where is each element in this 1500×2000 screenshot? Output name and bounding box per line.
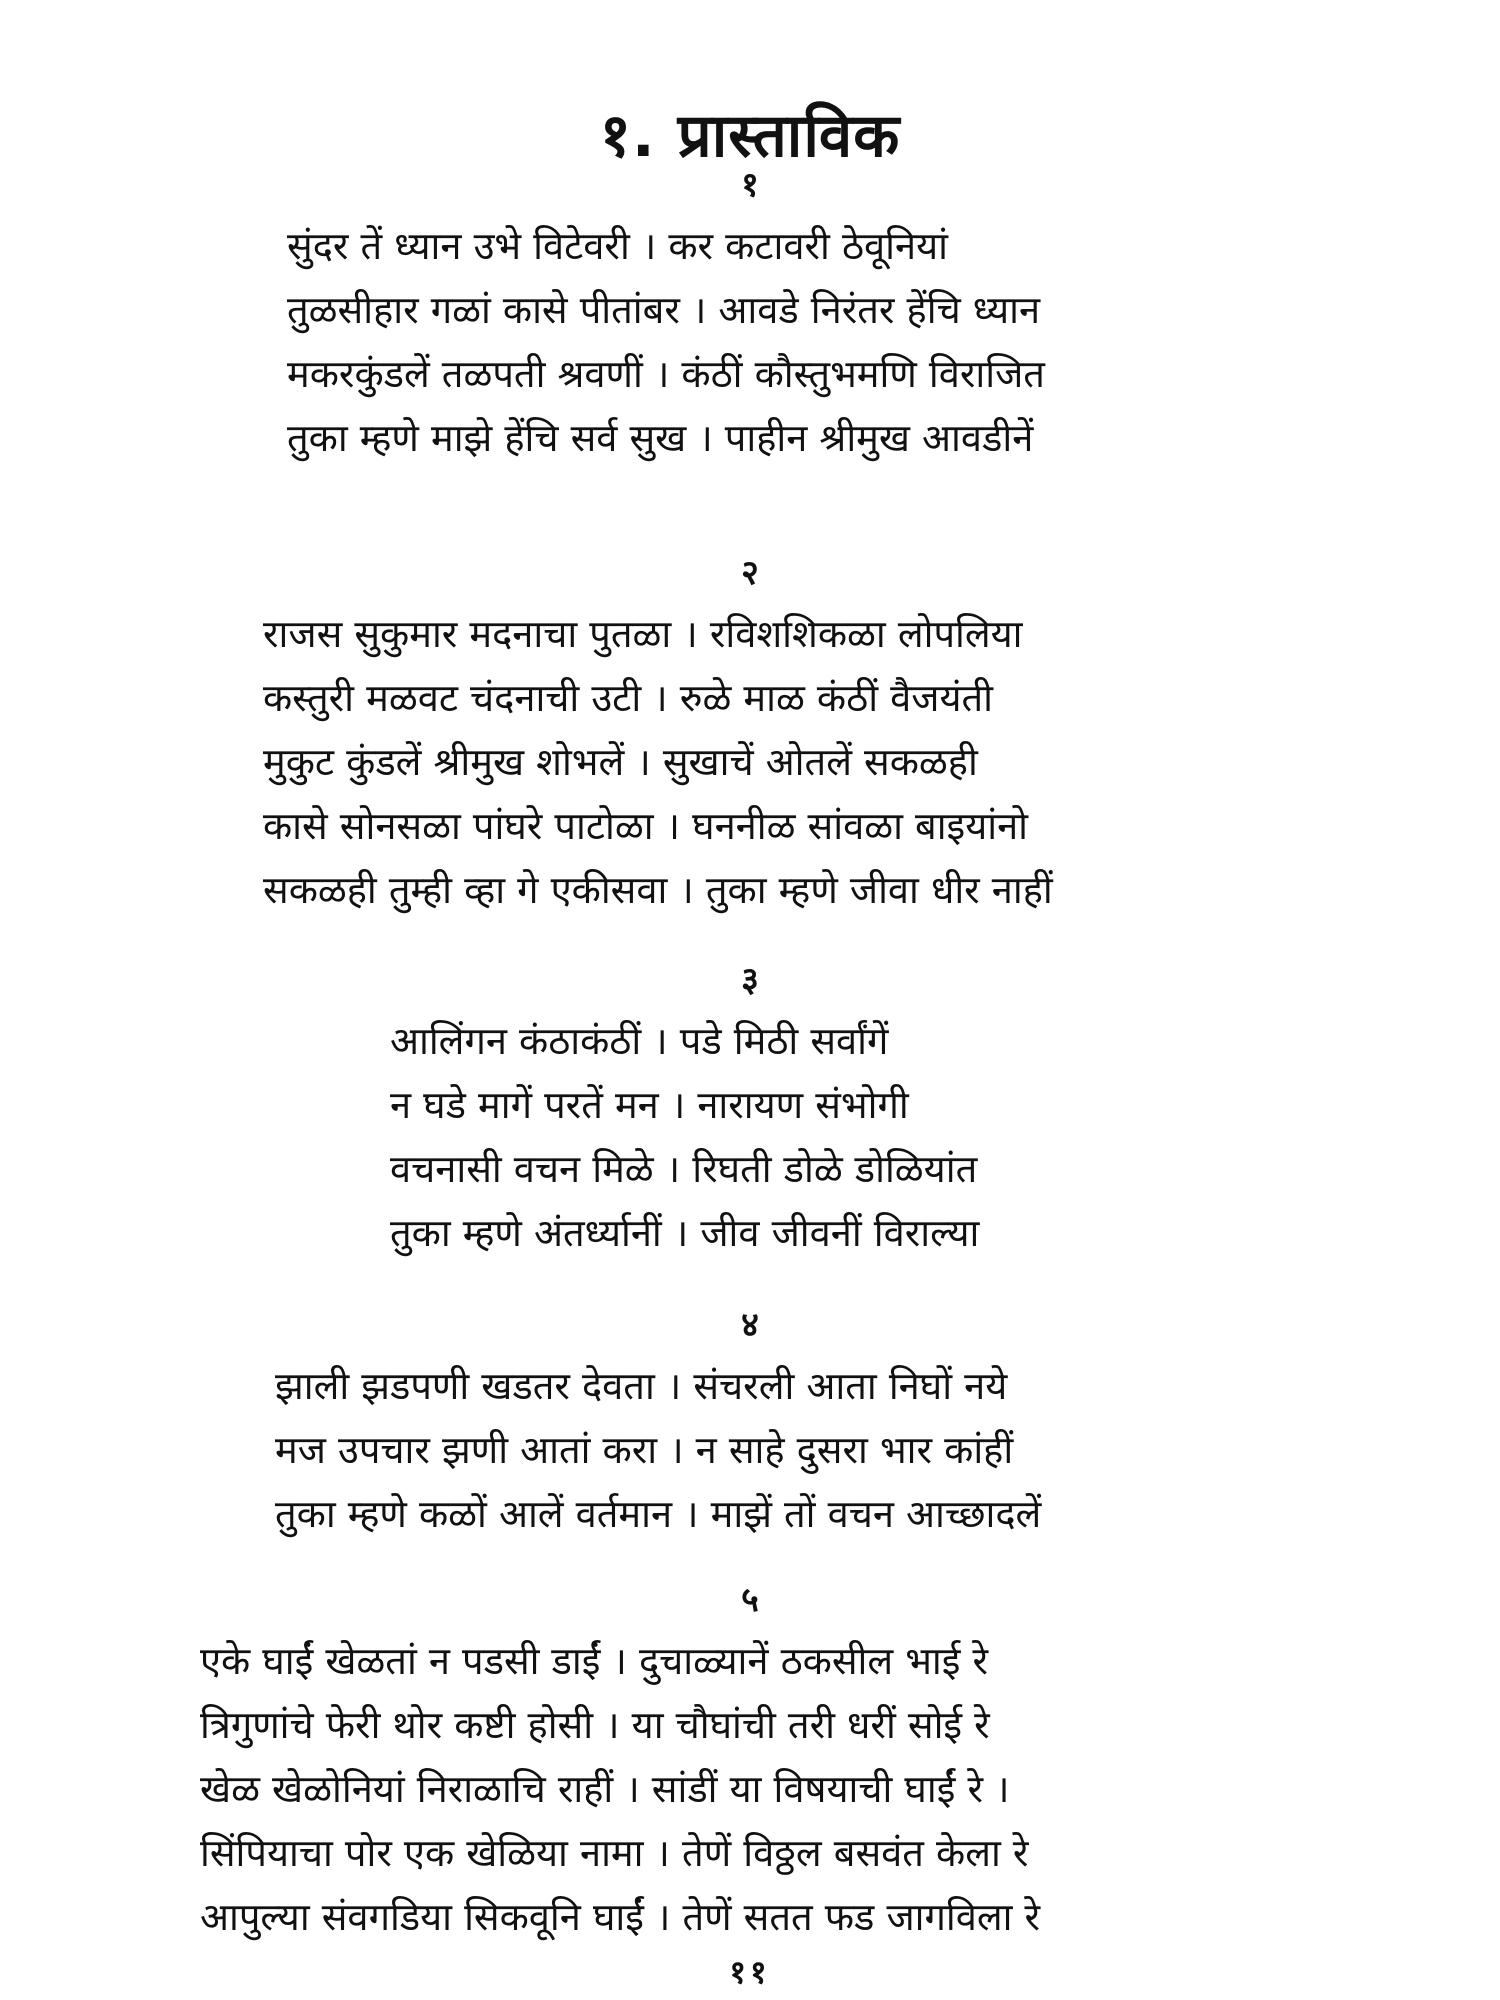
verse-line: तुळसीहार गळां कासे पीतांबर । आवडे निरंतर हेंचि ध्यान xyxy=(287,288,1041,332)
verse-line: मज उपचार झणी आतां करा । न साहे दुसरा भार कांहीं xyxy=(275,1428,1014,1472)
verse-line: मुकुट कुंडलें श्रीमुख शोभलें । सुखाचें ओतलें सकळही xyxy=(263,740,978,784)
verse-line: खेळ खेळोनियां निराळाचि राहीं । सांडीं या विषयाची घाईं रे । xyxy=(200,1767,1010,1811)
abhang-1 xyxy=(0,160,1500,470)
abhang-number: ५ xyxy=(741,1580,759,1620)
abhang-4 xyxy=(0,1300,1500,1546)
verse-line: तुका म्हणे कळों आलें वर्तमान । माझें तों वचन आच्छादलें xyxy=(275,1492,1042,1536)
verse-line: राजस सुकुमार मदनाचा पुतळा । रविशशिकळा लोपलिया xyxy=(263,612,1023,656)
verse-line: एके घाईं खेळतां न पडसी डाईं । दुचाळ्यानें ठकसील भाई रे xyxy=(200,1639,989,1683)
verse-line: वचनासी वचन मिळे । रिघती डोळे डोळियांत xyxy=(390,1147,978,1191)
abhang-number: ३ xyxy=(741,960,759,1000)
abhang-number: २ xyxy=(741,553,759,593)
page-number: ११ xyxy=(729,1953,771,1991)
verse-line: तुका म्हणे माझे हेंचि सर्व सुख । पाहीन श्रीमुख आवडीनें xyxy=(287,416,1034,460)
abhang-2 xyxy=(0,548,1500,922)
abhang-number: ४ xyxy=(741,1305,759,1345)
verse-line: झाली झडपणी खडतर देवता । संचरली आता निघों नये xyxy=(275,1364,1008,1408)
abhang-3 xyxy=(0,955,1500,1265)
verse-line: आपुल्या संवगडिया सिकवूनि घाईं । तेणें सतत फड जागविला रे xyxy=(200,1895,1041,1939)
abhang-number: १ xyxy=(741,165,759,205)
verse-line: आलिंगन कंठाकंठीं । पडे मिठी सर्वांगें xyxy=(390,1019,889,1063)
verse-line: सुंदर तें ध्यान उभे विटेवरी । कर कटावरी ठेवूनियां xyxy=(287,224,948,268)
verse-line: कासे सोनसळा पांघरे पाटोळा । घननीळ सांवळा बाइयांनो xyxy=(263,804,1029,848)
verse-line: कस्तुरी मळवट चंदनाची उटी । रुळे माळ कंठीं वैजयंती xyxy=(263,676,993,720)
verse-line: सिंपियाचा पोर एक खेळिया नामा । तेणें विठ्ठल बसवंत केला रे xyxy=(200,1831,1029,1875)
verse-line: सकळही तुम्ही व्हा गे एकीसवा । तुका म्हणे जीवा धीर नाहीं xyxy=(263,868,1053,912)
verse-line: त्रिगुणांचे फेरी थोर कष्टी होसी । या चौघांची तरी धरीं सोई रे xyxy=(200,1703,990,1747)
verse-line: न घडे मागें परतें मन । नारायण संभोगी xyxy=(390,1083,909,1127)
abhang-5 xyxy=(0,1575,1500,1949)
chapter-title: १. प्रास्ताविक xyxy=(599,101,901,171)
verse-line: तुका म्हणे अंतर्ध्यानीं । जीव जीवनीं विराल्या xyxy=(390,1211,980,1255)
verse-line: मकरकुंडलें तळपती श्रवणीं । कंठीं कौस्तुभमणि विराजित xyxy=(287,352,1045,396)
